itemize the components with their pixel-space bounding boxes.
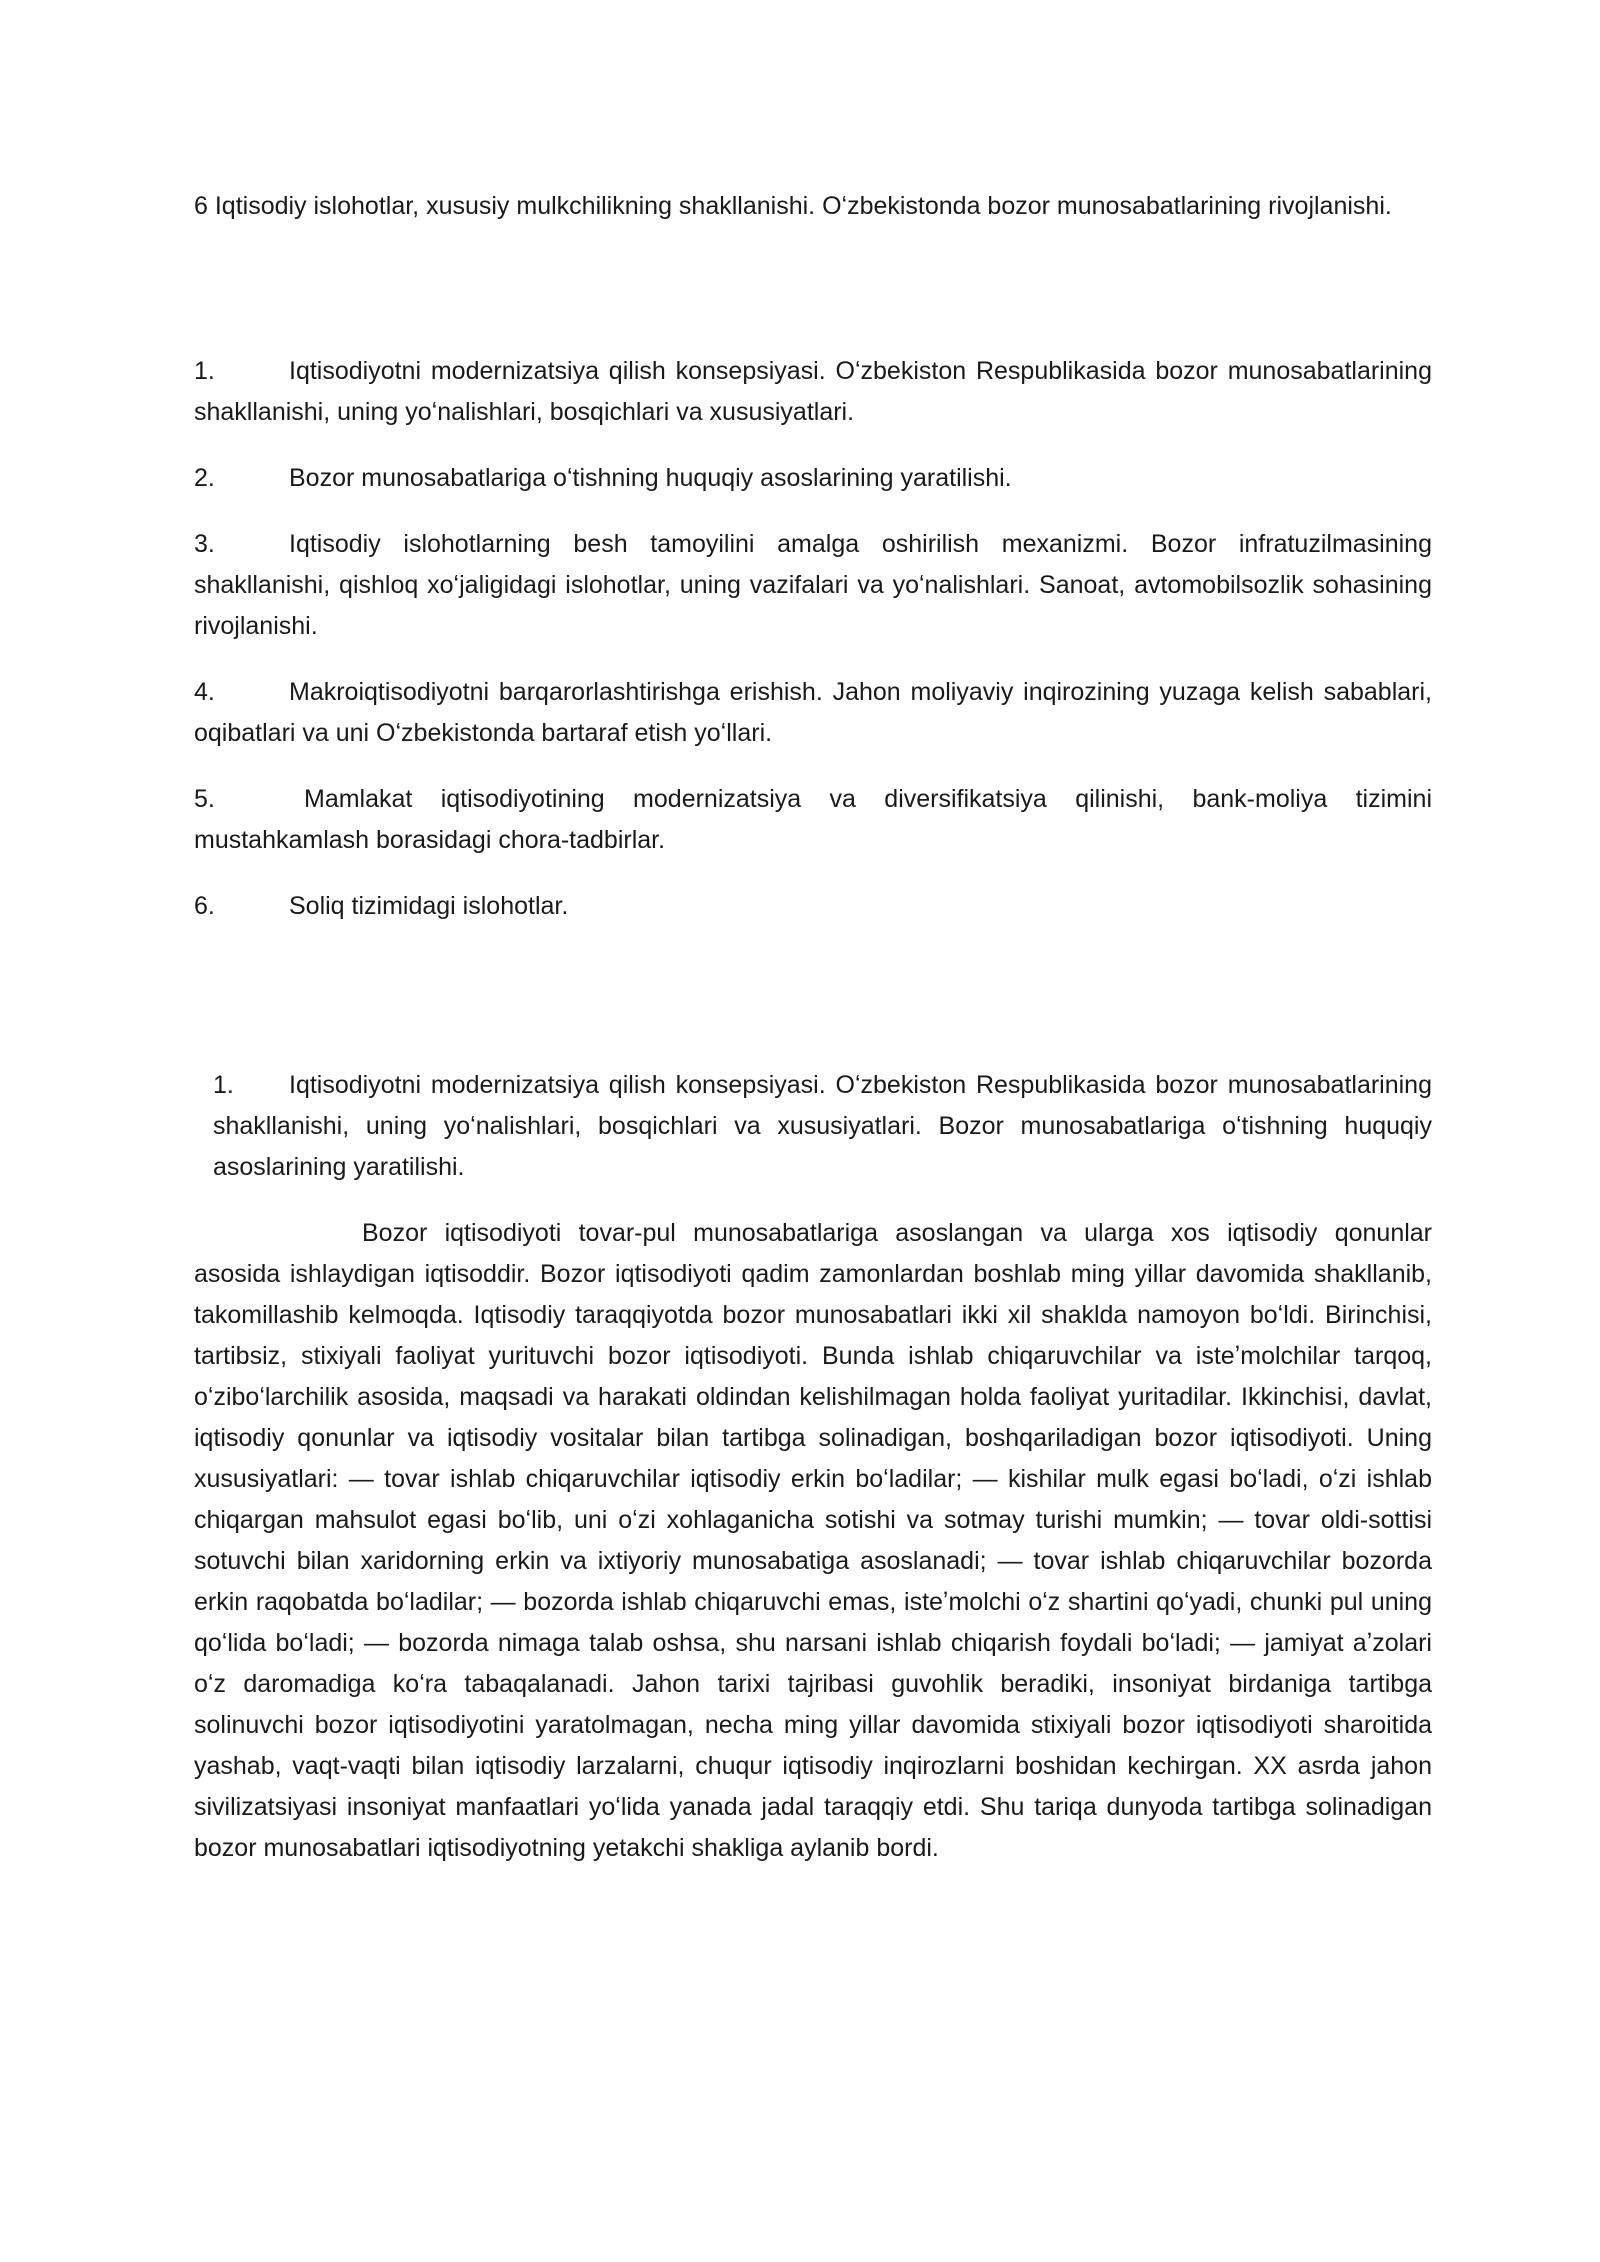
outline-number: 4.: [194, 678, 215, 706]
topic-outline: [194, 351, 1432, 927]
outline-text: Soliq tizimidagi islohotlar.: [289, 892, 569, 920]
outline-number: 5.: [194, 785, 215, 813]
outline-number: 2.: [194, 464, 215, 492]
section-heading-text: Iqtisodiyotni modernizatsiya qilish konsepsiyasi. Oʻzbekiston Respublikasida bozor munosabatlarining shakllanishi, uning yoʻnalishlari, bosqichlari va xususiyatlari. Bozor munosabatlariga oʻtishning huquqiy asoslarining yaratilishi.: [213, 1071, 1432, 1181]
outline-item-5: [194, 779, 1432, 861]
outline-number: 6.: [194, 892, 215, 920]
outline-item-1: [194, 351, 1432, 433]
outline-text: Bozor munosabatlariga oʻtishning huquqiy asoslarining yaratilishi.: [289, 464, 1012, 492]
document-page: [194, 186, 1432, 1869]
outline-text: Iqtisodiy islohotlarning besh tamoyilini amalga oshirilish mexanizmi. Bozor infratuzilmasining shakllanishi, qishloq xoʻjaligidagi islohotlar, uning vazifalari va yoʻnalishlari. Sanoat, avtomobilsozlik sohasining rivojlanishi.: [194, 530, 1432, 640]
outline-text: Mamlakat iqtisodiyotining modernizatsiya va diversifikatsiya qilinishi, bank-moliya tizimini mustahkamlash borasidagi chora-tadbirlar.: [194, 785, 1432, 854]
outline-item-4: [194, 672, 1432, 754]
section-number: 1.: [213, 1071, 234, 1099]
document-title: 6 Iqtisodiy islohotlar, xususiy mulkchilikning shakllanishi. Oʻzbekistonda bozor munosabatlarining rivojlanishi.: [194, 192, 1392, 220]
outline-item-6: [194, 886, 1432, 927]
outline-number: 1.: [194, 357, 215, 385]
outline-text: Iqtisodiyotni modernizatsiya qilish konsepsiyasi. Oʻzbekiston Respublikasida bozor munosabatlarining shakllanishi, uning yoʻnalishlari, bosqichlari va xususiyatlari.: [194, 357, 1432, 426]
outline-item-3: [194, 524, 1432, 647]
section-heading: [213, 1065, 1432, 1188]
body-paragraph: Bozor iqtisodiyoti tovar-pul munosabatlariga asoslangan va ularga xos iqtisodiy qonunlar asosida ishlaydigan iqtisoddir. Bozor iqtisodiyoti qadim zamonlardan boshlab ming yillar davomida shakllanib, takomillashib kelmoqda. Iqtisodiy taraqqiyotda bozor munosabatlari ikki xil shaklda namoyon boʻldi. Birinchisi, tartibsiz, stixiyali faoliyat yurituvchi bozor iqtisodiyoti. Bunda ishlab chiqaruvchilar va isteʼmolchilar tarqoq, oʻziboʻlarchilik asosida, maqsadi va harakati oldindan kelishilmagan holda faoliyat yuritadilar. Ikkinchisi, davlat, iqtisodiy qonunlar va iqtisodiy vositalar bilan tartibga solinadigan, boshqariladigan bozor iqtisodiyoti. Uning xususiyatlari: — tovar ishlab chiqaruvchilar iqtisodiy erkin boʻladilar; — kishilar mulk egasi boʻladi, oʻzi ishlab chiqargan mahsulot egasi boʻlib, uni oʻzi xohlaganicha sotishi va sotmay turishi mumkin; — tovar oldi-sottisi sotuvchi bilan xaridorning erkin va ixtiyoriy munosabatiga asoslanadi; — tovar ishlab chiqaruvchilar bozorda erkin raqobatda boʻladilar; — bozorda ishlab chiqaruvchi emas, isteʼmolchi oʻz shartini qoʻyadi, chunki pul uning qoʻlida boʻladi; — bozorda nimaga talab oshsa, shu narsani ishlab chiqarish foydali boʻladi; — jamiyat aʼzolari oʻz daromadiga koʻra tabaqalanadi. Jahon tarixi tajribasi guvohlik beradiki, insoniyat birdaniga tartibga solinuvchi bozor iqtisodiyotini yaratolmagan, necha ming yillar davomida stixiyali bozor iqtisodiyoti sharoitida yashab, vaqt-vaqti bilan iqtisodiy larzalarni, chuqur iqtisodiy inqirozlarni boshidan kechirgan. XX asrda jahon sivilizatsiyasi insoniyat manfaatlari yoʻlida yanada jadal taraqqiy etdi. Shu tariqa dunyoda tartibga solinadigan bozor munosabatlari iqtisodiyotning yetakchi shakliga aylanib bordi.: [194, 1219, 1432, 1862]
outline-number: 3.: [194, 530, 215, 558]
outline-item-2: [194, 458, 1432, 499]
section-1: [194, 1065, 1432, 1188]
outline-text: Makroiqtisodiyotni barqarorlashtirishga erishish. Jahon moliyaviy inqirozining yuzaga kelish sabablari, oqibatlari va uni Oʻzbekistonda bartaraf etish yoʻllari.: [194, 678, 1432, 747]
